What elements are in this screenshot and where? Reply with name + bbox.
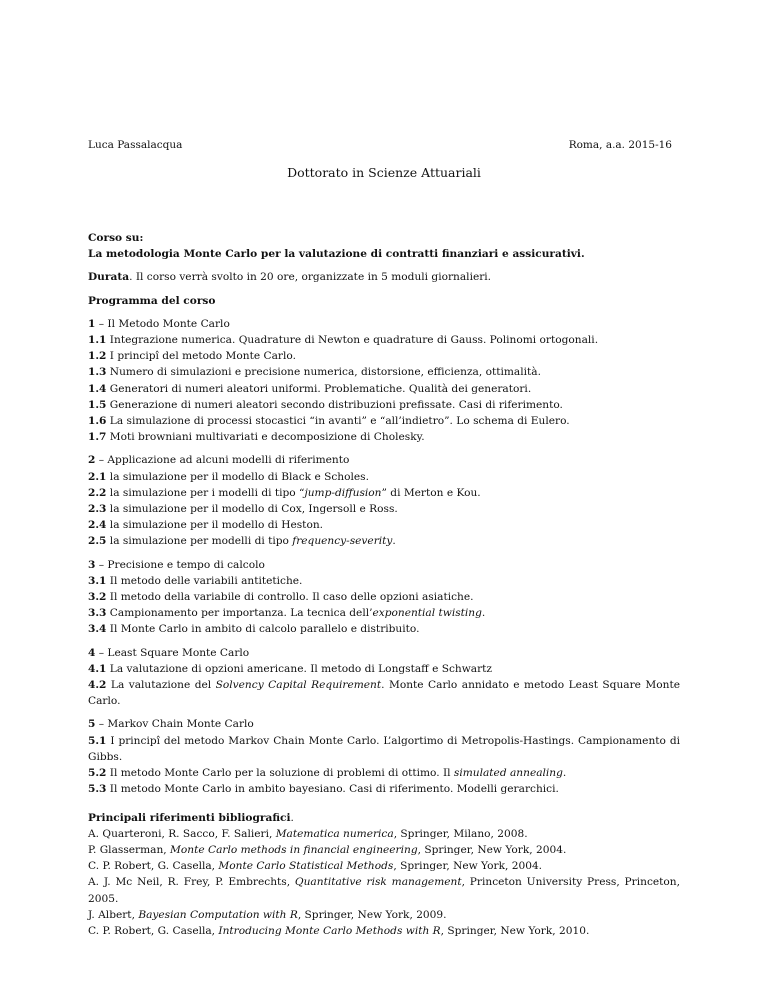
reference-title: Monte Carlo methods in financial engineering	[170, 843, 418, 856]
item-number: 2.1	[88, 470, 107, 483]
item-text: La simulazione di processi stocastici “in avanti” e “all’indietro”. Lo schema di Eulero.	[106, 415, 570, 428]
references-heading	[88, 810, 680, 826]
list-item	[88, 364, 680, 380]
list-item	[88, 381, 680, 397]
item-number: 3.4	[88, 623, 107, 636]
reference-publisher: , Springer, New York, 2010.	[440, 924, 590, 937]
item-emphasis: jump-diffusion	[304, 486, 382, 499]
item-number: 1.7	[88, 431, 107, 444]
item-text: Il metodo della variabile di controllo. Il caso delle opzioni asiatiche.	[106, 591, 474, 604]
item-number: 1.5	[88, 398, 107, 411]
reference-title: Quantitative risk management	[294, 876, 462, 889]
item-text: La valutazione di opzioni americane. Il metodo di Longstaff e Schwartz	[106, 662, 493, 675]
module-heading	[88, 645, 680, 661]
module-heading	[88, 316, 680, 332]
list-item	[88, 781, 680, 797]
module-1	[88, 316, 680, 446]
module-number: 4	[88, 646, 96, 659]
reference-item	[88, 874, 680, 906]
item-text: la simulazione per modelli di tipo	[106, 535, 293, 548]
item-number: 5.3	[88, 783, 107, 796]
duration-label: Durata	[88, 271, 130, 284]
module-title: – Applicazione ad alcuni modelli di riferimento	[95, 454, 350, 467]
item-text: Numero di simulazioni e precisione numerica, distorsione, efficienza, ottimalità.	[106, 366, 541, 379]
reference-item	[88, 858, 680, 874]
item-text: la simulazione per i modelli di tipo “	[106, 486, 305, 499]
item-emphasis: exponential twisting	[372, 607, 482, 620]
module-number: 3	[88, 558, 96, 571]
item-text-end: .	[562, 767, 567, 780]
item-text: Integrazione numerica. Quadrature di Newton e quadrature di Gauss. Polinomi ortogonali.	[106, 334, 599, 347]
item-number: 3.1	[88, 574, 107, 587]
item-text-end: .	[481, 607, 486, 620]
item-text-end: .	[392, 535, 396, 548]
module-5	[88, 716, 680, 797]
item-number: 5.2	[88, 767, 107, 780]
list-item	[88, 469, 680, 485]
item-emphasis: frequency-severity	[292, 535, 393, 548]
list-item	[88, 621, 680, 637]
reference-item	[88, 826, 680, 842]
reference-authors: C. P. Robert, G. Casella,	[88, 860, 219, 873]
reference-item	[88, 923, 680, 939]
course-label: Corso su:	[88, 232, 144, 244]
list-item	[88, 429, 680, 445]
references-section	[88, 810, 680, 940]
item-text: Il metodo Monte Carlo in ambito bayesiano. Casi di riferimento. Modelli gerarchici.	[106, 783, 559, 796]
reference-authors: C. P. Robert, G. Casella,	[88, 924, 219, 937]
reference-publisher: , Springer, New York, 2009.	[297, 908, 447, 921]
course-name: La metodologia Monte Carlo per la valutazione di contratti finanziari e assicurativi.	[88, 248, 585, 261]
item-number: 1.4	[88, 382, 107, 395]
reference-title: Matematica numerica	[275, 827, 394, 840]
list-item	[88, 589, 680, 605]
item-number: 1.6	[88, 415, 107, 428]
reference-publisher: , Princeton University Press, Princeton, 2005.	[88, 876, 680, 905]
reference-title: Bayesian Computation with R	[138, 908, 298, 921]
list-item	[88, 605, 680, 621]
item-text-end: ” di Merton e Kou.	[381, 486, 481, 499]
module-title: – Precisione e tempo di calcolo	[95, 558, 265, 571]
item-number: 3.3	[88, 607, 107, 620]
list-item	[88, 765, 680, 781]
duration-paragraph	[88, 269, 680, 285]
item-text-end: . Monte Carlo annidato e metodo Least Square Monte Carlo.	[88, 679, 680, 708]
list-item	[88, 733, 680, 765]
reference-authors: P. Glasserman,	[88, 843, 171, 856]
program-title: Programma del corso	[88, 294, 216, 307]
list-item	[88, 677, 680, 709]
list-item	[88, 485, 680, 501]
reference-item	[88, 842, 680, 858]
item-number: 2.3	[88, 503, 107, 516]
reference-title: Monte Carlo Statistical Methods	[218, 860, 394, 873]
reference-authors: A. J. Mc Neil, R. Frey, P. Embrechts,	[88, 876, 295, 889]
author-name: Luca Passalacqua	[88, 139, 183, 151]
reference-publisher: , Springer, New York, 2004.	[417, 843, 567, 856]
duration-text: . Il corso verrà svolto in 20 ore, organizzate in 5 moduli giornalieri.	[129, 271, 492, 284]
item-number: 2.4	[88, 519, 107, 532]
list-item	[88, 348, 680, 364]
item-number: 1.1	[88, 334, 107, 347]
module-number: 5	[88, 718, 96, 731]
list-item	[88, 533, 680, 549]
item-number: 4.1	[88, 662, 107, 675]
document-title: Dottorato in Scienze Attuariali	[287, 165, 481, 180]
list-item	[88, 661, 680, 677]
item-text: la simulazione per il modello di Cox, Ingersoll e Ross.	[106, 503, 398, 516]
item-number: 2.5	[88, 535, 107, 548]
item-text: Moti browniani multivariati e decomposizione di Cholesky.	[106, 431, 425, 444]
reference-publisher: , Springer, Milano, 2008.	[393, 827, 528, 840]
list-item	[88, 501, 680, 517]
module-title: – Il Metodo Monte Carlo	[95, 317, 230, 330]
item-number: 3.2	[88, 591, 107, 604]
module-heading	[88, 452, 680, 468]
module-3	[88, 557, 680, 638]
module-title: – Least Square Monte Carlo	[95, 646, 250, 659]
document-body	[88, 230, 680, 939]
item-text: I principî del metodo Monte Carlo.	[106, 350, 296, 363]
module-number: 1	[88, 317, 96, 330]
item-number: 2.2	[88, 486, 107, 499]
item-number: 1.3	[88, 366, 107, 379]
reference-publisher: , Springer, New York, 2004.	[393, 860, 543, 873]
module-title: – Markov Chain Monte Carlo	[95, 718, 254, 731]
references-title-punct: .	[290, 811, 294, 824]
list-item	[88, 517, 680, 533]
reference-authors: A. Quarteroni, R. Sacco, F. Salieri,	[88, 827, 276, 840]
module-4	[88, 645, 680, 710]
item-text: Generatori di numeri aleatori uniformi. Problematiche. Qualità dei generatori.	[106, 382, 532, 395]
list-item	[88, 573, 680, 589]
list-item	[88, 397, 680, 413]
item-text: Campionamento per importanza. La tecnica dell’	[106, 607, 373, 620]
place-year: Roma, a.a. 2015-16	[568, 139, 672, 151]
item-number: 1.2	[88, 350, 107, 363]
item-text: I principî del metodo Markov Chain Monte Carlo. L’algortimo di Metropolis-Hastings. Campionamento di Gibbs.	[88, 734, 680, 763]
reference-title: Introducing Monte Carlo Methods with R	[218, 924, 441, 937]
item-text: la simulazione per il modello di Black e Scholes.	[106, 470, 369, 483]
module-number: 2	[88, 454, 96, 467]
list-item	[88, 332, 680, 348]
item-number: 4.2	[88, 679, 107, 692]
item-text: Generazione di numeri aleatori secondo distribuzioni prefissate. Casi di riferimento.	[106, 398, 563, 411]
item-emphasis: simulated annealing	[453, 767, 563, 780]
item-text: Il metodo delle variabili antitetiche.	[106, 574, 303, 587]
item-text: Il metodo Monte Carlo per la soluzione di problemi di ottimo. Il	[106, 767, 454, 780]
references-title: Principali riferimenti bibliografici	[88, 811, 291, 824]
module-heading	[88, 557, 680, 573]
item-emphasis: Solvency Capital Requirement	[215, 679, 382, 692]
list-item	[88, 413, 680, 429]
item-number: 5.1	[88, 734, 107, 747]
reference-item	[88, 907, 680, 923]
module-2	[88, 452, 680, 549]
item-text: la simulazione per il modello di Heston.	[106, 519, 324, 532]
reference-authors: J. Albert,	[88, 908, 139, 921]
item-text: La valutazione del	[106, 679, 216, 692]
item-text: Il Monte Carlo in ambito di calcolo parallelo e distribuito.	[106, 623, 420, 636]
module-heading	[88, 716, 680, 732]
